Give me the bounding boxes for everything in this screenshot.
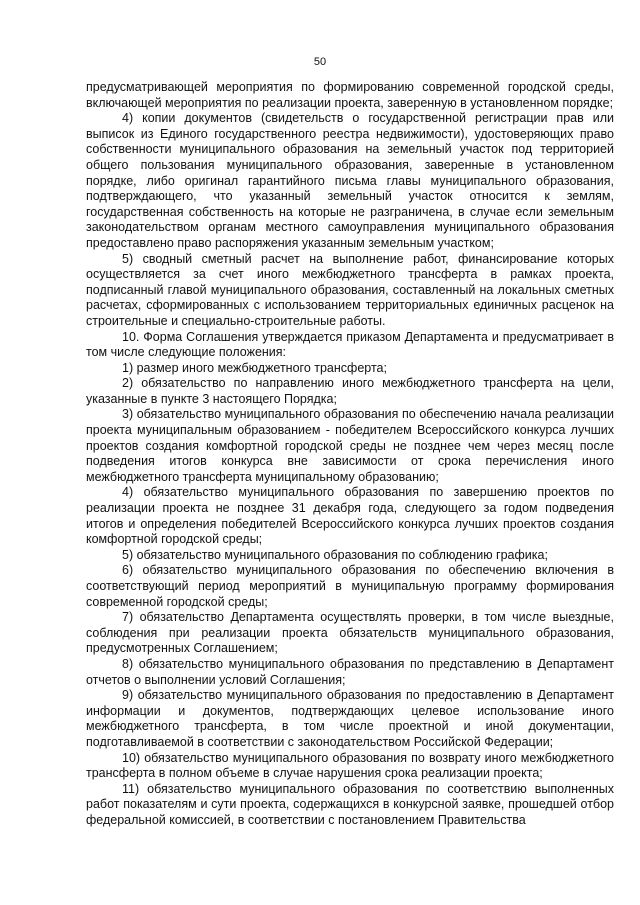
paragraph-continuation: предусматривающей мероприятия по формированию современной городской среды, включающей мероприятия по реализации проекта, заверенную в установленном порядке; xyxy=(86,80,614,110)
paragraph-item-5-estimate: 5) сводный сметный расчет на выполнение работ, финансирование которых осуществляется за счет иного межбюджетного трансферта в рамках проекта, подписанный главой муниципального образования, составленный на локальных сметных расчетах, сформированных с использованием территориальных единичных расценок на строительные и специально-строительные работы. xyxy=(86,251,614,328)
paragraph-provision-6: 6) обязательство муниципального образования по обеспечению включения в соответствующий период мероприятий в муниципальную программу формирования современной городской среды; xyxy=(86,563,614,609)
paragraph-provision-2: 2) обязательство по направлению иного межбюджетного трансферта на цели, указанные в пункте 3 настоящего Порядка; xyxy=(86,376,614,406)
paragraph-provision-11: 11) обязательство муниципального образования по соответствию выполненных работ показателям и сути проекта, содержащихся в конкурсной заявке, прошедшей отбор федеральной комиссией, в соответствии с постановлением Правительства xyxy=(86,781,614,827)
page-number: 50 xyxy=(313,56,327,68)
paragraph-provision-7: 7) обязательство Департамента осуществлять проверки, в том числе выездные, соблюдения при реализации проекта обязательств муниципального образования, предусмотренных Соглашением; xyxy=(86,610,614,656)
paragraph-provision-8: 8) обязательство муниципального образования по представлению в Департамент отчетов о выполнении условий Соглашения; xyxy=(86,656,614,687)
document-body xyxy=(86,80,614,829)
paragraph-provision-10: 10) обязательство муниципального образования по возврату иного межбюджетного трансферта в полном объеме в случае нарушения срока реализации проекта; xyxy=(86,750,614,781)
paragraph-provision-9: 9) обязательство муниципального образования по предоставлению в Департамент информации и документов, подтверждающих целевое использование иного межбюджетного трансферта, в том числе проектной и иной документации, подготавливаемой в соответствии с законодательством Российской Федерации; xyxy=(86,688,614,749)
paragraph-section-10: 10. Форма Соглашения утверждается приказом Департамента и предусматривает в том числе следующие положения: xyxy=(86,329,614,360)
paragraph-provision-3: 3) обязательство муниципального образования по обеспечению начала реализации проекта муниципальным образованием - победителем Всероссийского конкурса лучших проектов создания комфортной городской среды не позднее чем через месяц после подведения итогов конкурса вне зависимости от срока перечисления иного межбюджетного трансферта муниципальному образованию; xyxy=(86,407,614,484)
paragraph-item-4-documents: 4) копии документов (свидетельств о государственной регистрации прав или выписок из Единого государственного реестра недвижимости), удостоверяющих право собственности муниципального образования на земельный участок под территорией общего пользования муниципального образования, заверенные в установленном порядке, либо оригинал гарантийного письма главы муниципального образования, подтверждающего, что указанный земельный участок относится к землям, государственная собственность на которые не разграничена, в случае если земельным законодательством органам местного самоуправления муниципального образования предоставлено право распоряжения указанным земельным участком; xyxy=(86,111,614,250)
paragraph-provision-5: 5) обязательство муниципального образования по соблюдению графика; xyxy=(122,547,548,562)
paragraph-provision-1: 1) размер иного межбюджетного трансферта; xyxy=(122,360,387,375)
paragraph-provision-4: 4) обязательство муниципального образования по завершению проектов по реализации проекта не позднее 31 декабря года, следующего за годом подведения итогов и определения победителей Всероссийского конкурса лучших проектов создания комфортной городской среды; xyxy=(86,485,614,547)
